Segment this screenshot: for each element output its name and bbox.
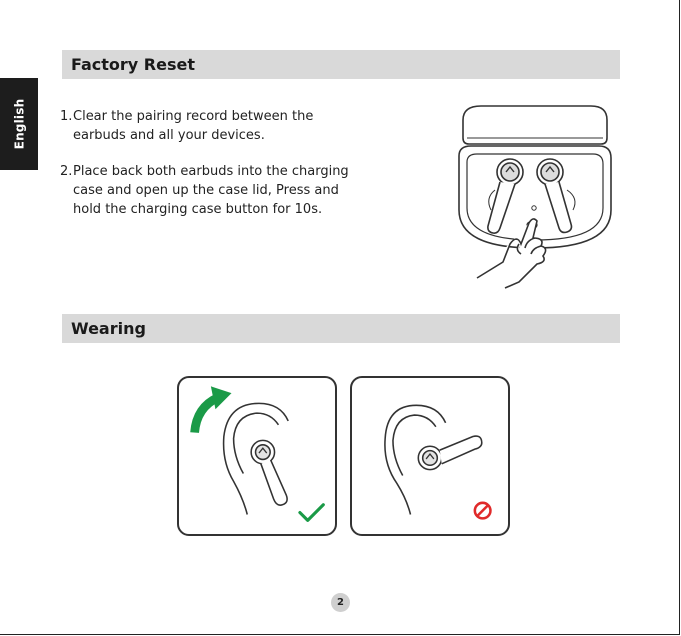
step-text: Place back both earbuds into the charging case and open up the case lid, Press and hold the charging case button for 10s. (73, 164, 349, 217)
page-number (331, 593, 350, 612)
wearing-wrong-card (350, 376, 510, 536)
rotate-arrow-icon (195, 388, 230, 433)
section-header-factory-reset (62, 50, 620, 79)
section-title: Wearing (71, 319, 146, 338)
section-header-wearing (62, 314, 620, 343)
charging-case-illustration (455, 98, 615, 294)
earbud-icon (251, 440, 287, 505)
section-title: Factory Reset (71, 55, 195, 74)
step-number: 1. (60, 109, 73, 124)
language-tab-label: English (12, 98, 26, 150)
step-number: 2. (60, 164, 73, 179)
language-tab (0, 78, 38, 170)
step-text: Clear the pairing record between the earbuds and all your devices. (73, 109, 314, 143)
prohibited-icon (475, 503, 491, 519)
earbud-icon (418, 436, 481, 470)
page-number-label: 2 (337, 597, 344, 608)
check-icon (300, 505, 323, 521)
wearing-correct-card (177, 376, 337, 536)
instruction-step-2 (60, 162, 360, 219)
instruction-step-1 (60, 107, 360, 145)
